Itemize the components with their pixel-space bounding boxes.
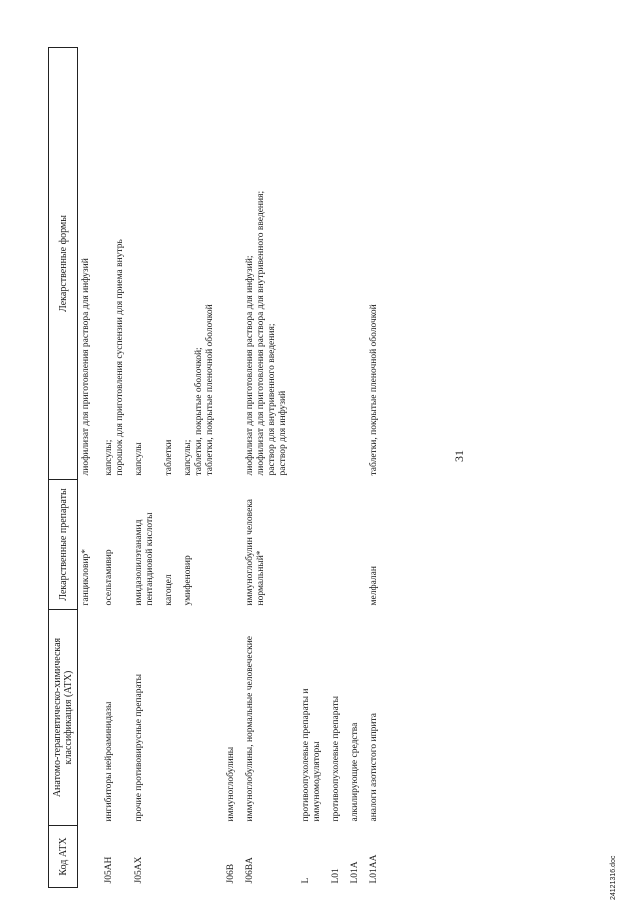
cell-classification — [177, 610, 218, 826]
cell-classification — [363, 610, 382, 826]
cell-line: ингибиторы нейроаминидазы — [104, 701, 114, 822]
cell-forms — [128, 48, 158, 480]
cell-line: мелфалан — [369, 566, 379, 606]
cell-line: имидазолилэтанамид пентандиовой кислоты — [134, 512, 155, 606]
cell-line: J05AX — [134, 856, 144, 884]
cell-drug — [158, 480, 177, 610]
cell-drug — [291, 480, 325, 610]
cell-line: L — [301, 877, 311, 884]
cell-line: лиофилизат для приготовления раствора для инфузий; — [245, 255, 255, 476]
table-row — [325, 48, 344, 888]
table-row — [218, 48, 239, 888]
cell-forms — [344, 48, 363, 480]
cell-line: раствор для внутривенного введения; — [267, 323, 277, 476]
table-body — [78, 48, 383, 888]
cell-classification — [325, 610, 344, 826]
cell-line: таблетки, покрытые пленочной оболочкой — [205, 304, 215, 476]
table-row — [363, 48, 382, 888]
cell-code — [344, 826, 363, 888]
cell-line: раствор для инфузий — [278, 390, 288, 476]
table-row — [158, 48, 177, 888]
cell-line: капсулы — [134, 442, 144, 476]
cell-forms — [291, 48, 325, 480]
cell-code — [177, 826, 218, 888]
cell-classification — [78, 610, 95, 826]
cell-line: J06B — [226, 863, 236, 884]
cell-forms — [94, 48, 128, 480]
cell-drug — [94, 480, 128, 610]
cell-classification — [128, 610, 158, 826]
atx-table — [48, 47, 382, 888]
cell-line: капсулы; — [104, 439, 114, 476]
header-drugs: Лекарственные препараты — [49, 480, 78, 610]
cell-drug — [128, 480, 158, 610]
cell-forms — [78, 48, 95, 480]
cell-classification — [344, 610, 363, 826]
cell-forms — [218, 48, 239, 480]
cell-line: порошок для приготовления суспензии для приема внутрь — [115, 239, 125, 476]
cell-code — [239, 826, 291, 888]
cell-classification — [239, 610, 291, 826]
header-classification: Анатомо-терапевтическо-химическая классификация (АТХ) — [49, 610, 78, 826]
cell-line: кагоцел — [164, 574, 174, 606]
cell-line: осельтамивир — [104, 549, 114, 606]
cell-code — [218, 826, 239, 888]
header-code: Код АТХ — [49, 826, 78, 888]
page-number: 31 — [452, 450, 466, 462]
table-row — [78, 48, 95, 888]
document-filename: 24121316.doc — [610, 855, 617, 900]
cell-line: иммуноглобулин человека нормальный* — [245, 498, 266, 606]
cell-line: J05AH — [104, 856, 114, 884]
cell-line: противоопухолевые препараты и иммуномодуляторы — [301, 688, 322, 822]
cell-line: лиофилизат для приготовления раствора для инфузий — [81, 258, 91, 476]
cell-line: иммуноглобулины — [226, 746, 236, 822]
cell-forms — [239, 48, 291, 480]
table-row — [291, 48, 325, 888]
cell-drug — [78, 480, 95, 610]
cell-line: алкилирующие средства — [350, 722, 360, 822]
cell-line: таблетки, покрытые пленочной оболочкой — [369, 304, 379, 476]
cell-drug — [239, 480, 291, 610]
cell-line: аналоги азотистого иприта — [369, 713, 379, 822]
cell-code — [158, 826, 177, 888]
cell-line: лиофилизат для приготовления раствора для внутривенного введения; — [256, 190, 266, 476]
cell-code — [291, 826, 325, 888]
cell-forms — [363, 48, 382, 480]
cell-code — [325, 826, 344, 888]
cell-line: L01 — [331, 868, 341, 884]
cell-line: таблетки — [164, 439, 174, 476]
cell-classification — [291, 610, 325, 826]
cell-line: иммуноглобулины, нормальные человеческие — [245, 635, 255, 822]
cell-code — [128, 826, 158, 888]
cell-line: таблетки, покрытые оболочкой; — [194, 347, 204, 476]
cell-code — [78, 826, 95, 888]
cell-classification — [158, 610, 177, 826]
cell-line: L01AA — [369, 854, 379, 884]
cell-line: умифеновир — [183, 555, 193, 606]
cell-classification — [94, 610, 128, 826]
table-header-row — [49, 48, 78, 888]
cell-drug — [325, 480, 344, 610]
cell-code — [363, 826, 382, 888]
cell-drug — [344, 480, 363, 610]
cell-line: ганцикловир* — [81, 548, 91, 606]
table-row — [177, 48, 218, 888]
cell-forms — [158, 48, 177, 480]
cell-line: капсулы; — [183, 439, 193, 476]
cell-line: прочие противовирусные препараты — [134, 674, 144, 822]
cell-drug — [363, 480, 382, 610]
cell-line: противоопухолевые препараты — [331, 696, 341, 822]
cell-drug — [177, 480, 218, 610]
table-row — [239, 48, 291, 888]
table-row — [344, 48, 363, 888]
cell-classification — [218, 610, 239, 826]
cell-forms — [325, 48, 344, 480]
cell-forms — [177, 48, 218, 480]
cell-line: J06BA — [245, 857, 255, 884]
table-row — [128, 48, 158, 888]
table-row — [94, 48, 128, 888]
cell-code — [94, 826, 128, 888]
header-forms: Лекарственные формы — [49, 48, 78, 480]
cell-drug — [218, 480, 239, 610]
cell-line: L01A — [350, 861, 360, 884]
